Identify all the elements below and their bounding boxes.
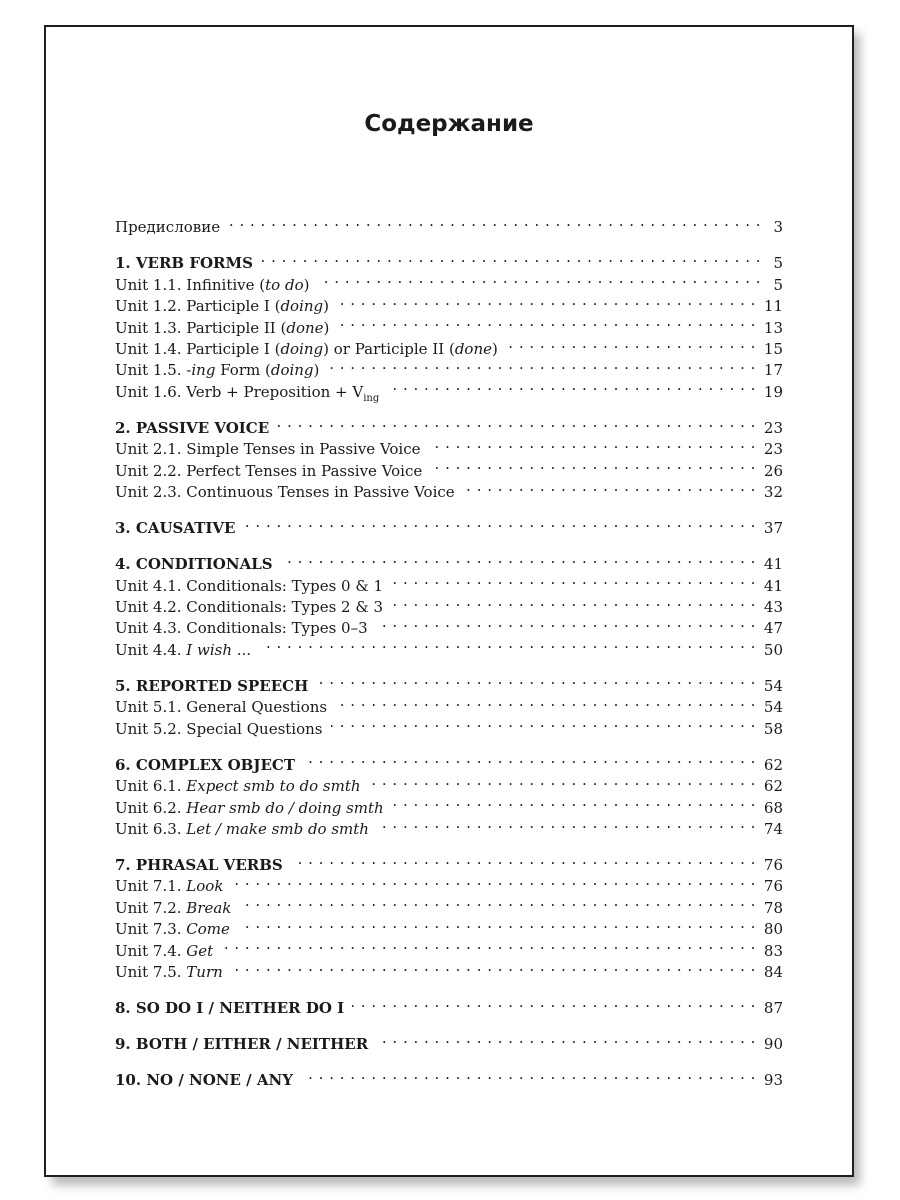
toc-entry-title: Unit 1.1. Infinitive (to do)	[115, 275, 310, 294]
toc-entry-title: Unit 5.2. Special Questions	[115, 719, 323, 738]
document-page	[44, 25, 854, 1177]
dot-leader	[301, 1064, 756, 1085]
dot-leader	[281, 548, 756, 569]
toc-page-number: 43	[763, 598, 783, 616]
toc-page-number: 32	[763, 483, 783, 502]
dot-leader	[352, 992, 756, 1013]
toc-section-title: 5. REPORTED SPEECH	[115, 676, 309, 695]
dot-leader	[231, 870, 755, 891]
toc-page-number: 26	[763, 461, 783, 480]
toc-section-row	[115, 992, 783, 1017]
toc-page-number: 54	[763, 676, 783, 695]
dot-leader	[331, 712, 756, 733]
toc-page-number: 76	[763, 855, 783, 874]
toc-section-row	[115, 849, 783, 874]
toc-page-number: 90	[763, 1035, 783, 1054]
dot-leader	[317, 268, 761, 289]
dot-leader	[221, 934, 756, 955]
dot-leader	[391, 591, 756, 612]
toc-page-number: 41	[763, 555, 783, 574]
toc-section-row	[115, 1028, 783, 1054]
toc-page-number: 76	[763, 877, 783, 896]
toc-entry-title: Unit 2.1. Simple Tenses in Passive Voice	[115, 440, 421, 459]
toc-section-title: 3. CAUSATIVE	[115, 519, 236, 538]
toc-entry-row	[115, 956, 783, 981]
toc-entry-title: Unit 7.2. Break	[115, 898, 232, 917]
toc-page-number: 17	[763, 361, 783, 380]
toc-page-number: 58	[763, 719, 783, 738]
toc-page-number: 68	[763, 798, 783, 817]
dot-leader	[238, 913, 756, 934]
dot-leader	[377, 813, 756, 834]
toc-entry-title: Unit 7.5. Turn	[115, 962, 223, 981]
toc-section-title: 8. SO DO I / NEITHER DO I	[115, 999, 345, 1017]
table-of-contents	[115, 211, 783, 1090]
toc-page-number: 5	[773, 275, 783, 294]
toc-entry-title: Unit 4.3. Conditionals: Types 0–3	[115, 619, 368, 638]
toc-section-row	[115, 1064, 783, 1090]
dot-leader	[239, 891, 756, 912]
toc-entry-title: Unit 2.3. Continuous Tenses in Passive Voice	[115, 483, 455, 502]
toc-section-row	[115, 748, 783, 774]
toc-page-number: 37	[763, 519, 783, 538]
toc-page-number: 47	[763, 619, 783, 638]
dot-leader	[337, 311, 756, 332]
dot-leader	[429, 433, 756, 454]
toc-page-number: 84	[763, 962, 783, 981]
toc-entry-title: Unit 1.2. Participle I (doing)	[115, 297, 329, 316]
toc-page-number: 50	[763, 640, 783, 659]
dot-leader	[387, 375, 756, 396]
dot-leader	[376, 612, 756, 633]
toc-section-title: 1. VERB FORMS	[115, 254, 253, 273]
toc-entry-title: Unit 7.3. Come	[115, 920, 230, 939]
toc-entry-title: Unit 5.1. General Questions	[115, 698, 328, 717]
toc-section-title: 9. BOTH / EITHER / NEITHER	[115, 1035, 369, 1054]
dot-leader	[259, 633, 756, 654]
toc-entry-title: Unit 6.1. Expect smb to do smth	[115, 777, 361, 796]
toc-page-number: 80	[763, 920, 783, 939]
dot-leader	[376, 1028, 756, 1049]
dot-leader	[369, 770, 756, 791]
dot-leader	[316, 669, 756, 690]
page-title: Содержание	[364, 111, 534, 137]
toc-page-number: 62	[763, 755, 783, 774]
dot-leader	[243, 512, 755, 533]
toc-page-number: 87	[763, 999, 783, 1017]
toc-section-row	[115, 512, 783, 538]
toc-section-row	[115, 412, 783, 437]
toc-section-title: 4. CONDITIONALS	[115, 555, 273, 574]
toc-entry-title: Unit 7.4. Get	[115, 941, 214, 960]
toc-entry-title: Unit 1.6. Verb + Preposition + $V_{ing}$	[115, 382, 380, 404]
dot-leader	[303, 748, 756, 769]
toc-page-number: 19	[763, 382, 783, 401]
toc-page-number: 93	[763, 1071, 783, 1090]
dot-leader	[231, 956, 756, 977]
toc-page-number: 3	[773, 218, 783, 237]
toc-entry-title: Unit 4.2. Conditionals: Types 2 & 3	[115, 598, 384, 616]
toc-page-number: 62	[763, 777, 783, 796]
toc-section-row	[115, 247, 783, 273]
toc-entry-row	[115, 211, 783, 237]
toc-entry-title: Предисловие	[115, 218, 221, 237]
toc-page-number: 23	[763, 418, 783, 437]
dot-leader	[506, 333, 756, 354]
toc-entry-title: Unit 2.2. Perfect Tenses in Passive Voice	[115, 461, 423, 480]
toc-entry-title: Unit 4.1. Conditionals: Types 0 & 1	[115, 576, 384, 595]
dot-leader	[327, 354, 756, 375]
dot-leader	[261, 247, 761, 268]
toc-page-number: 15	[763, 340, 783, 359]
toc-entry-title: Unit 6.3. Let / make smb do smth	[115, 819, 369, 838]
toc-page-number: 11	[763, 297, 783, 316]
toc-entry-title: Unit 6.2. Hear smb do / doing smth	[115, 798, 384, 817]
toc-section-title: 6. COMPLEX OBJECT	[115, 755, 295, 774]
dot-leader	[391, 569, 756, 590]
dot-leader	[392, 791, 756, 812]
dot-leader	[277, 412, 756, 433]
toc-entry-title: Unit 4.4. I wish ...	[115, 640, 252, 659]
toc-entry-title: Unit 1.4. Participle I (doing) or Participle II (done)	[115, 340, 498, 359]
toc-page-number: 5	[773, 254, 783, 273]
toc-page-number: 74	[763, 819, 783, 838]
toc-page-number: 13	[763, 318, 783, 337]
dot-leader	[335, 691, 756, 712]
toc-page-number: 78	[763, 898, 783, 917]
toc-entry-title: Unit 1.5. -ing Form (doing)	[115, 361, 320, 380]
dot-leader	[228, 211, 761, 232]
toc-page-number: 41	[763, 576, 783, 595]
toc-page-number: 23	[763, 440, 783, 459]
toc-section-title: 7. PHRASAL VERBS	[115, 855, 283, 874]
toc-section-row	[115, 548, 783, 574]
dot-leader	[430, 454, 756, 475]
dot-leader	[337, 290, 756, 311]
toc-section-title: 2. PASSIVE VOICE	[115, 418, 270, 437]
dot-leader	[463, 476, 756, 497]
toc-page-number: 54	[763, 698, 783, 717]
toc-section-title: 10. NO / NONE / ANY	[115, 1071, 293, 1090]
toc-entry-title: Unit 1.3. Participle II (done)	[115, 318, 330, 337]
toc-section-row	[115, 669, 783, 695]
dot-leader	[291, 849, 756, 870]
toc-entry-title: Unit 7.1. Look	[115, 877, 224, 896]
toc-page-number: 83	[763, 941, 783, 960]
